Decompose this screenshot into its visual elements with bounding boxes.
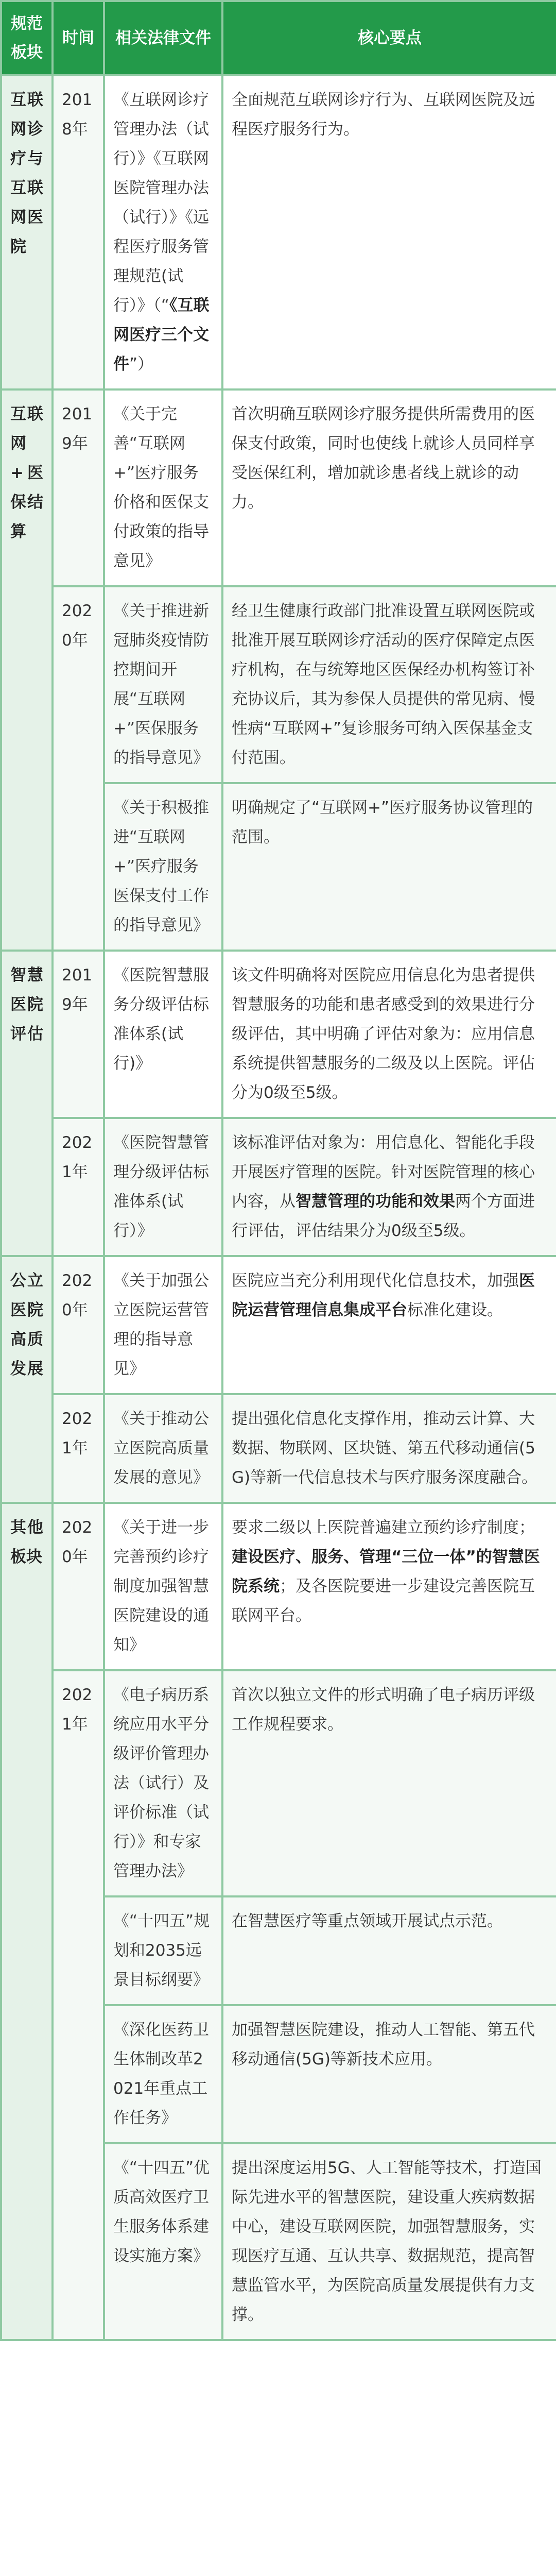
key-point-text-bold: 医院运营管理信息集成平台 bbox=[232, 1272, 535, 1319]
table-row bbox=[1, 389, 556, 586]
key-point-cell bbox=[222, 1394, 556, 1503]
header-law: 相关法律文件 bbox=[104, 1, 222, 75]
key-point-cell bbox=[222, 75, 556, 389]
year-cell: 2021年 bbox=[53, 1670, 104, 2340]
key-point-cell bbox=[222, 1118, 556, 1256]
table-row bbox=[1, 1256, 556, 1394]
header-year: 时间 bbox=[53, 1, 104, 75]
key-point-text: 提出深度运用5G、人工智能等技术，打造国际先进水平的智慧医院，建设重大疾病数据中心，建设互联网医院，加强智慧服务，实现医疗互通、互认共享、数据规范，提高智慧监管水平，为医院高质量发展提供有力支撑。 bbox=[232, 2159, 542, 2324]
law-text: 《关于进一步完善预约诊疗制度加强智慧医院建设的通知》 bbox=[113, 1518, 209, 1654]
key-point-text: 首次以独立文件的形式明确了电子病历评级工作规程要求。 bbox=[232, 1686, 535, 1734]
year-cell: 2019年 bbox=[53, 951, 104, 1118]
header-area: 规范板块 bbox=[1, 1, 53, 75]
key-point-text: 经卫生健康行政部门批准设置互联网医院或批准开展互联网诊疗活动的医疗保障定点医疗机构，在与统筹地区医保经办机构签订补充协议后，其为参保人员提供的常见病、慢性病“互联网+”复诊服务可纳入医保基金支付范围。 bbox=[232, 602, 535, 767]
year-cell: 2019年 bbox=[53, 389, 104, 586]
key-point-text: 全面规范互联网诊疗行为、互联网医院及远程医疗服务行为。 bbox=[232, 91, 535, 139]
key-point-text: 该文件明确将对医院应用信息化为患者提供智慧服务的功能和患者感受到的效果进行分级评估，其中明确了评估对象为：应用信息系统提供智慧服务的二级及以上医院。评估分为0级至5级。 bbox=[232, 966, 535, 1102]
law-text: 《关于推动公立医院高质量发展的意见》 bbox=[113, 1410, 209, 1487]
law-document-cell bbox=[104, 783, 222, 951]
key-point-text: 加强智慧医院建设，推动人工智能、第五代移动通信(5G)等新技术应用。 bbox=[232, 2021, 535, 2069]
section-area-label: 其他板块 bbox=[1, 1503, 53, 2340]
section-area-label: 互联网诊疗与互联网医院 bbox=[1, 75, 53, 389]
section-area-label: 智慧医院评估 bbox=[1, 951, 53, 1256]
year-cell: 2021年 bbox=[53, 1118, 104, 1256]
table-body bbox=[1, 75, 556, 2340]
year-cell: 2020年 bbox=[53, 586, 104, 951]
law-text: 《关于积极推进“互联网+”医疗服务医保支付工作的指导意见》 bbox=[113, 799, 209, 935]
header-row bbox=[1, 1, 556, 75]
section-area-label: 公立医院高质发展 bbox=[1, 1256, 53, 1503]
table-row bbox=[1, 1670, 556, 1896]
key-point-cell bbox=[222, 2143, 556, 2340]
key-point-text-bold: 智慧管理的功能和效果 bbox=[296, 1192, 455, 1211]
law-document-cell bbox=[104, 586, 222, 783]
law-text-bold: 《互联网医疗三个文件 bbox=[113, 296, 210, 374]
law-text: 《深化医药卫生体制改革2021年重点工作任务》 bbox=[113, 2021, 209, 2127]
law-document-cell bbox=[104, 2005, 222, 2143]
law-text: （“ bbox=[153, 296, 170, 315]
table-row bbox=[1, 1394, 556, 1503]
key-point-text: 明确规定了“互联网+”医疗服务协议管理的范围。 bbox=[232, 799, 533, 846]
law-text: 《“十四五”优质高效医疗卫生服务体系建设实施方案》 bbox=[113, 2159, 210, 2265]
key-point-text: 首次明确互联网诊疗服务提供所需费用的医保支付政策，同时也使线上就诊人员同样享受医保红利，增加就诊患者线上就诊的动力。 bbox=[232, 405, 535, 512]
law-document-cell bbox=[104, 1896, 222, 2005]
year-cell: 2018年 bbox=[53, 75, 104, 389]
key-point-text: 两个方面进行评估，评估结果分为0级至5级。 bbox=[232, 1192, 535, 1240]
law-document-cell bbox=[104, 2143, 222, 2340]
law-text: 《医院智慧服务分级评估标准体系(试行)》 bbox=[113, 966, 209, 1073]
law-document-cell bbox=[104, 951, 222, 1118]
section-area-label: 互联网+医保结算 bbox=[1, 389, 53, 951]
law-text: 《关于加强公立医院运营管理的指导意见》 bbox=[113, 1272, 209, 1378]
key-point-cell bbox=[222, 1256, 556, 1394]
key-point-text: 提出强化信息化支撑作用，推动云计算、大数据、物联网、区块链、第五代移动通信(5G)等新一代信息技术与医疗服务深度融合。 bbox=[232, 1410, 538, 1487]
law-text: 《电子病历系统应用水平分级评价管理办法（试行）及评价标准（试行）》和专家管理办法》 bbox=[113, 1686, 209, 1880]
law-document-cell bbox=[104, 389, 222, 586]
law-document-cell bbox=[104, 1118, 222, 1256]
header-point: 核心要点 bbox=[222, 1, 556, 75]
law-document-cell bbox=[104, 1394, 222, 1503]
key-point-text: 该标准评估对象为：用信息化、智能化手段开展医疗管理的医院。针对医院管理的核心内容，从 bbox=[232, 1133, 535, 1211]
year-cell: 2021年 bbox=[53, 1394, 104, 1503]
key-point-cell bbox=[222, 1670, 556, 1896]
law-text: 《关于推进新冠肺炎疫情防控期间开展“互联网+”医保服务的指导意见》 bbox=[113, 602, 209, 767]
key-point-cell bbox=[222, 1503, 556, 1670]
table-row bbox=[1, 1503, 556, 1670]
year-cell: 2020年 bbox=[53, 1256, 104, 1394]
law-document-cell bbox=[104, 1256, 222, 1394]
law-document-cell bbox=[104, 1670, 222, 1896]
law-text: 《互联网诊疗管理办法（试行）》《互联网医院管理办法（试行）》《远程医疗服务管理规范(试行）》 bbox=[113, 91, 209, 315]
key-point-cell bbox=[222, 389, 556, 586]
table-row bbox=[1, 1118, 556, 1256]
key-point-text: 在智慧医疗等重点领域开展试点示范。 bbox=[232, 1912, 503, 1930]
year-cell: 2020年 bbox=[53, 1503, 104, 1670]
table-row bbox=[1, 586, 556, 783]
law-text: 《医院智慧管理分级评估标准体系(试行）》 bbox=[113, 1133, 209, 1240]
key-point-text: 标准化建设。 bbox=[407, 1301, 503, 1319]
key-point-cell bbox=[222, 2005, 556, 2143]
key-point-text: ；及各医院要进一步建设完善医院互联网平台。 bbox=[232, 1577, 535, 1625]
key-point-cell bbox=[222, 783, 556, 951]
table-row bbox=[1, 75, 556, 389]
law-document-cell bbox=[104, 75, 222, 389]
law-text: 《“十四五”规划和2035远景目标纲要》 bbox=[113, 1912, 210, 1989]
key-point-cell bbox=[222, 1896, 556, 2005]
key-point-text-bold: 建设医疗、服务、管理“三位一体”的智慧医院系统 bbox=[232, 1548, 540, 1596]
key-point-text: 要求二级以上医院普遍建立预约诊疗制度； bbox=[232, 1518, 535, 1537]
law-document-cell bbox=[104, 1503, 222, 1670]
key-point-cell bbox=[222, 951, 556, 1118]
key-point-text: 医院应当充分利用现代化信息技术，加强 bbox=[232, 1272, 519, 1290]
table-row bbox=[1, 951, 556, 1118]
law-text: 《关于完善“互联网+”医疗服务价格和医保支付政策的指导意见》 bbox=[113, 405, 209, 570]
law-text: ”） bbox=[129, 355, 154, 374]
key-point-cell bbox=[222, 586, 556, 783]
